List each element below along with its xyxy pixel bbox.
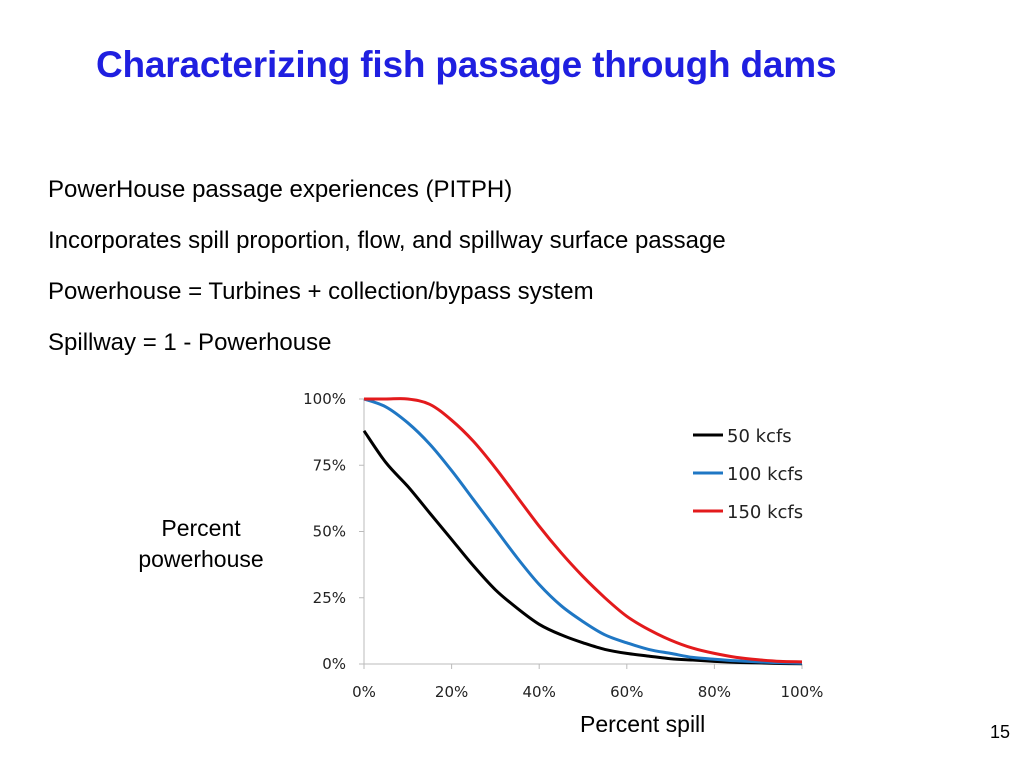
- x-tick-label: 100%: [780, 683, 824, 701]
- y-tick-label: 75%: [312, 456, 346, 475]
- y-tick-label: 100%: [303, 390, 346, 408]
- slide-title: Characterizing fish passage through dams: [96, 44, 837, 85]
- x-tick-label: 60%: [610, 683, 644, 701]
- page-number: 15: [990, 722, 1011, 742]
- x-tick-label: 40%: [522, 683, 556, 701]
- line-chart: [280, 380, 840, 710]
- x-tick-label: 0%: [352, 683, 376, 701]
- bullet-item: PowerHouse passage experiences (PITPH): [48, 176, 513, 203]
- y-tick-label: 0%: [322, 655, 346, 673]
- x-axis-label: Percent spill: [580, 711, 706, 737]
- y-axis-label: Percent powerhouse: [138, 515, 264, 572]
- bullet-item: Spillway = 1 - Powerhouse: [48, 329, 332, 356]
- bullet-item: Incorporates spill proportion, flow, and spillway surface passage: [48, 227, 726, 254]
- legend-label-150-kcfs: 150 kcfs: [727, 502, 804, 523]
- bullet-list: [48, 164, 948, 368]
- x-tick-label: 20%: [434, 683, 469, 701]
- x-tick-label: 80%: [697, 683, 732, 701]
- bullet-item: Powerhouse = Turbines + collection/bypass system: [48, 278, 594, 305]
- y-tick-label: 25%: [312, 588, 346, 607]
- legend-label-50-kcfs: 50 kcfs: [727, 426, 792, 447]
- y-tick-label: 50%: [312, 522, 346, 541]
- legend-label-100-kcfs: 100 kcfs: [727, 464, 804, 485]
